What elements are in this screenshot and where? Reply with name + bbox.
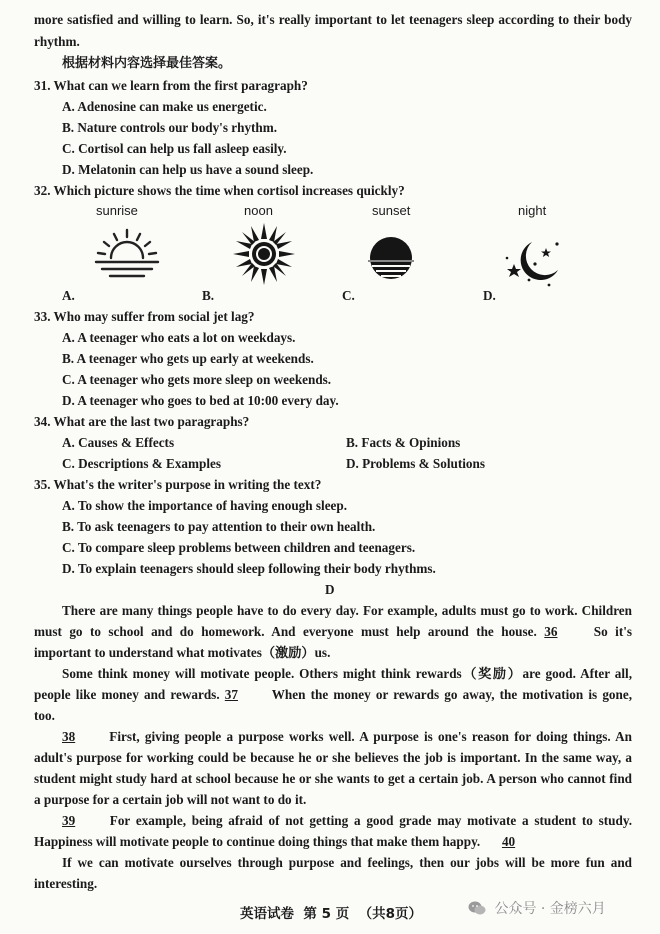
sunrise-icon bbox=[94, 228, 160, 280]
question-31-option-c: C. Cortisol can help us fall asleep easily. bbox=[62, 141, 287, 156]
picture-option-a: A. bbox=[62, 288, 75, 303]
question-35-option-c: C. To compare sleep problems between children and teenagers. bbox=[62, 540, 416, 555]
passage-text: For example, being afraid of not getting a good grade may motivate a student to study. bbox=[109, 813, 632, 828]
question-34-option-b: B. Facts & Opinions bbox=[346, 435, 461, 450]
picture-label-noon: noon bbox=[244, 203, 273, 218]
passage-line bbox=[34, 687, 632, 703]
picture-label-sunset: sunset bbox=[372, 203, 411, 218]
passage-text: people like money and rewards. bbox=[34, 687, 220, 702]
passage-text: Happiness will motivate people to continue doing things that make them happy. bbox=[34, 834, 481, 849]
answer-blank-39: 39 bbox=[62, 813, 76, 828]
question-31-option-b: B. Nature controls our body's rhythm. bbox=[62, 120, 278, 135]
passage-line bbox=[62, 813, 632, 829]
question-34-option-a: A. Causes & Effects bbox=[62, 435, 175, 450]
passage-line: adult's purpose for working could be because he or she believes the job is important. In the same way, a bbox=[34, 750, 632, 765]
wechat-icon bbox=[468, 900, 486, 916]
question-33-stem: 33. Who may suffer from social jet lag? bbox=[34, 309, 255, 324]
answer-blank-40: 40 bbox=[501, 834, 516, 849]
passage-text: First, giving people a purpose works well. A purpose is one's reason for doing things. An bbox=[109, 729, 633, 744]
picture-option-b: B. bbox=[202, 288, 215, 303]
passage-line: a purpose for a certain job will not want to do it. bbox=[34, 792, 307, 807]
question-32-stem: 32. Which picture shows the time when cortisol increases quickly? bbox=[34, 183, 405, 198]
question-31-option-a: A. Adenosine can make us energetic. bbox=[62, 99, 267, 114]
question-33-option-b: B. A teenager who gets up early at weekends. bbox=[62, 351, 314, 366]
answer-blank-37: 37 bbox=[224, 687, 238, 702]
passage-text: must go to school and do homework. And everyone must help around the house. bbox=[34, 624, 537, 639]
question-35-option-a: A. To show the importance of having enough sleep. bbox=[62, 498, 348, 513]
question-33-option-d: D. A teenager who goes to bed at 10:00 every day. bbox=[62, 393, 339, 408]
answer-blank-38: 38 bbox=[62, 729, 76, 744]
question-35-option-b: B. To ask teenagers to pay attention to their own health. bbox=[62, 519, 376, 534]
passage-line bbox=[34, 624, 632, 640]
picture-label-sunrise: sunrise bbox=[96, 203, 138, 218]
passage-text: So it's bbox=[593, 624, 633, 639]
passage-line bbox=[34, 834, 534, 850]
section-heading: D bbox=[325, 582, 335, 597]
answer-blank-36: 36 bbox=[544, 624, 558, 639]
passage-line: important to understand what motivates（激励）us. bbox=[34, 645, 331, 660]
picture-option-d: D. bbox=[483, 288, 496, 303]
question-34-option-d: D. Problems & Solutions bbox=[346, 456, 485, 471]
question-35-option-d: D. To explain teenagers should sleep following their body rhythms. bbox=[62, 561, 436, 576]
sunset-icon bbox=[366, 233, 416, 283]
footer-text: 英语试卷 第 5 页 （共8页） bbox=[240, 906, 422, 922]
question-33-option-c: C. A teenager who gets more sleep on weekends. bbox=[62, 372, 332, 387]
watermark-text: 公众号 · 金榜六月 bbox=[494, 901, 606, 917]
passage-line bbox=[62, 729, 632, 745]
question-34-option-c: C. Descriptions & Examples bbox=[62, 456, 221, 471]
picture-option-c: C. bbox=[342, 288, 355, 303]
night-moon-icon bbox=[502, 236, 568, 288]
noon-sun-icon bbox=[232, 222, 296, 286]
passage-continuation-line: more satisfied and willing to learn. So, it's really important to let teenagers sleep according to their body bbox=[34, 12, 632, 27]
question-35-stem: 35. What's the writer's purpose in writing the text? bbox=[34, 477, 322, 492]
question-33-option-a: A. A teenager who eats a lot on weekdays. bbox=[62, 330, 296, 345]
passage-text: When the money or rewards go away, the motivation is gone, bbox=[271, 687, 632, 702]
question-31-option-d: D. Melatonin can help us have a sound sleep. bbox=[62, 162, 314, 177]
question-34-stem: 34. What are the last two paragraphs? bbox=[34, 414, 250, 429]
picture-label-night: night bbox=[518, 203, 547, 218]
passage-line: too. bbox=[34, 708, 55, 723]
passage-line: interesting. bbox=[34, 876, 98, 891]
passage-continuation-line: rhythm. bbox=[34, 34, 80, 49]
passage-line: If we can motivate ourselves through purpose and feelings, then our jobs will be more fun and bbox=[62, 855, 632, 870]
question-31-stem: 31. What can we learn from the first paragraph? bbox=[34, 78, 308, 93]
instruction-text: 根据材料内容选择最佳答案。 bbox=[62, 56, 232, 71]
watermark bbox=[468, 898, 606, 918]
passage-line: Some think money will motivate people. Others might think rewards（奖励）are good. After all, bbox=[62, 666, 632, 681]
passage-line: There are many things people have to do every day. For example, adults must go to work. Children bbox=[62, 603, 632, 618]
passage-line: student might study hard at school because he or she wants to get a certain job. A person who cannot find bbox=[34, 771, 632, 786]
